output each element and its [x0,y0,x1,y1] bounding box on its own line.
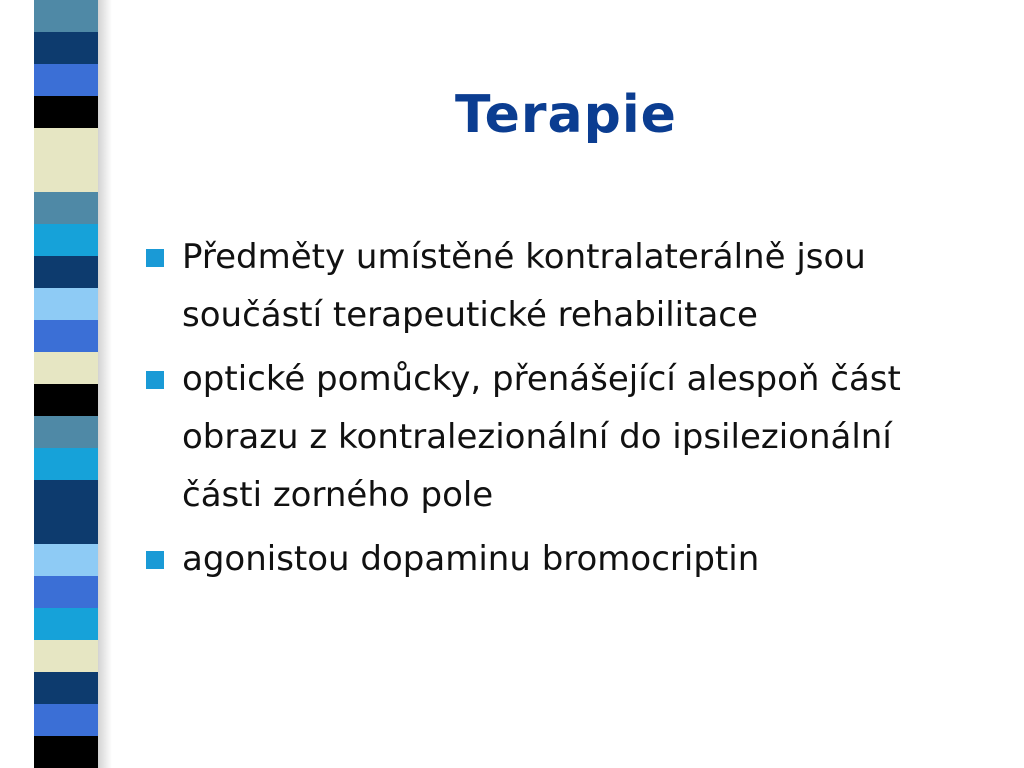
bullet-text: optické pomůcky, přenášející alespoň část obrazu z kontralezionální do ipsilezionální části zorného pole [182,359,901,515]
stripe-band [34,32,98,64]
stripe-band [34,384,98,416]
stripe-band [34,736,98,768]
bullet-text: agonistou dopaminu bromocriptin [182,539,760,579]
stripe-band [34,352,98,384]
stripe-band [34,512,98,544]
stripe-band [34,96,98,128]
stripe-band [34,416,98,448]
stripe-band [34,576,98,608]
stripe-band [34,448,98,480]
stripe-band [34,64,98,96]
stripe-band [34,160,98,192]
stripe-band [34,224,98,256]
bullet-item [146,228,976,344]
stripe-band [34,256,98,288]
slide-title: Terapie [455,85,677,145]
square-bullet-icon [146,371,164,389]
square-bullet-icon [146,249,164,267]
stripe-band [34,672,98,704]
stripe-band [34,704,98,736]
stripe-band [34,0,98,32]
stripe-band [34,544,98,576]
bullet-item [146,530,976,588]
decorative-side-stripe [34,0,98,768]
bullet-text: Předměty umístěné kontralaterálně jsou součástí terapeutické rehabilitace [182,237,866,335]
stripe-band [34,320,98,352]
bullet-item [146,350,976,524]
stripe-band [34,608,98,640]
stripe-band [34,640,98,672]
stripe-band [34,128,98,160]
square-bullet-icon [146,551,164,569]
stripe-band [34,288,98,320]
bullet-list [146,228,976,594]
stripe-shadow [98,0,112,768]
stripe-band [34,480,98,512]
stripe-band [34,192,98,224]
